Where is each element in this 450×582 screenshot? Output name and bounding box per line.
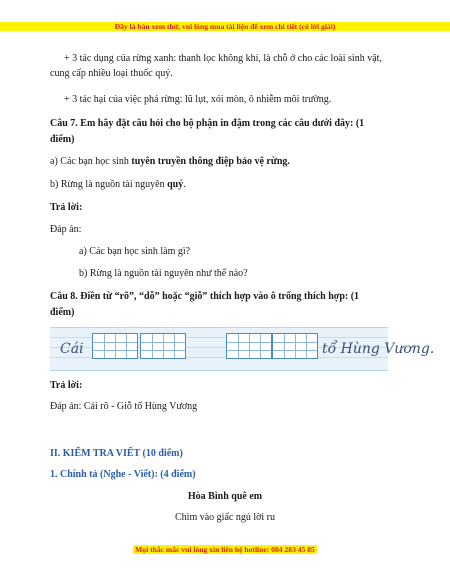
benefits-bullet-line1: + 3 tác dụng của rừng xanh: thanh lọc không khí, là chỗ ở cho các loài sinh vật,: [64, 53, 382, 64]
q8-answer-label: Trả lời:: [50, 380, 83, 391]
harms-bullet: + 3 tác hại của việc phá rừng: lũ lụt, xói mòn, ô nhiễm môi trường.: [64, 94, 332, 105]
q7-title-line2: điểm): [50, 134, 75, 145]
blank-box-2: [140, 333, 186, 359]
blank-box-3: [226, 333, 272, 359]
q7-item-b: b) Rừng là nguồn tài nguyên quý.: [50, 179, 186, 190]
q7-answer-label: Trả lời:: [50, 202, 83, 213]
q8-title-line2: điểm): [50, 307, 75, 318]
blank-box-1: [92, 333, 138, 359]
poem-line-1: Chìm vào giấc ngủ lời ru: [175, 512, 275, 523]
blank-box-4: [272, 333, 318, 359]
q7-answer-a: a) Các bạn học sinh làm gì?: [79, 246, 191, 257]
q7-answer-intro: Đáp án:: [50, 224, 82, 235]
handwriting-exercise-image: [50, 327, 435, 369]
handwriting-left-text: Cái: [60, 341, 84, 357]
handwriting-right-text: tổ Hùng Vương.: [322, 341, 435, 357]
header-banner: Đây là bản xem thử, vui lòng mua tài liệu để xem chi tiết (có lời giải): [0, 22, 450, 31]
footer-banner: Mọi thắc mắc vui lòng xin liên hệ hotline: 084 283 45 85: [135, 545, 315, 554]
q7-answer-b: b) Rừng là nguồn tài nguyên như thế nào?: [79, 268, 248, 279]
q8-title-line1: Câu 8. Điền từ “rõ”, “dỗ” hoặc “giỗ” thích hợp vào ô trống thích hợp: (1: [50, 291, 360, 302]
q8-answer: Đáp án: Cái rõ - Giỗ tổ Hùng Vương: [50, 401, 198, 412]
section-2-title: II. KIỂM TRA VIẾT (10 điểm): [50, 448, 183, 459]
q7-title-line1: Câu 7. Em hãy đặt câu hỏi cho bộ phận in đậm trong các câu dưới đây: (1: [50, 118, 365, 129]
benefits-bullet-line2: cung cấp nhiều loại thuốc quý.: [50, 68, 173, 79]
poem-title: Hòa Bình quê em: [187, 491, 263, 502]
section-2-subtitle: 1. Chính tả (Nghe - Viết): (4 điểm): [50, 469, 196, 480]
q7-item-a: a) Các bạn học sinh tuyên truyền thông điệp bảo vệ rừng.: [50, 156, 290, 167]
